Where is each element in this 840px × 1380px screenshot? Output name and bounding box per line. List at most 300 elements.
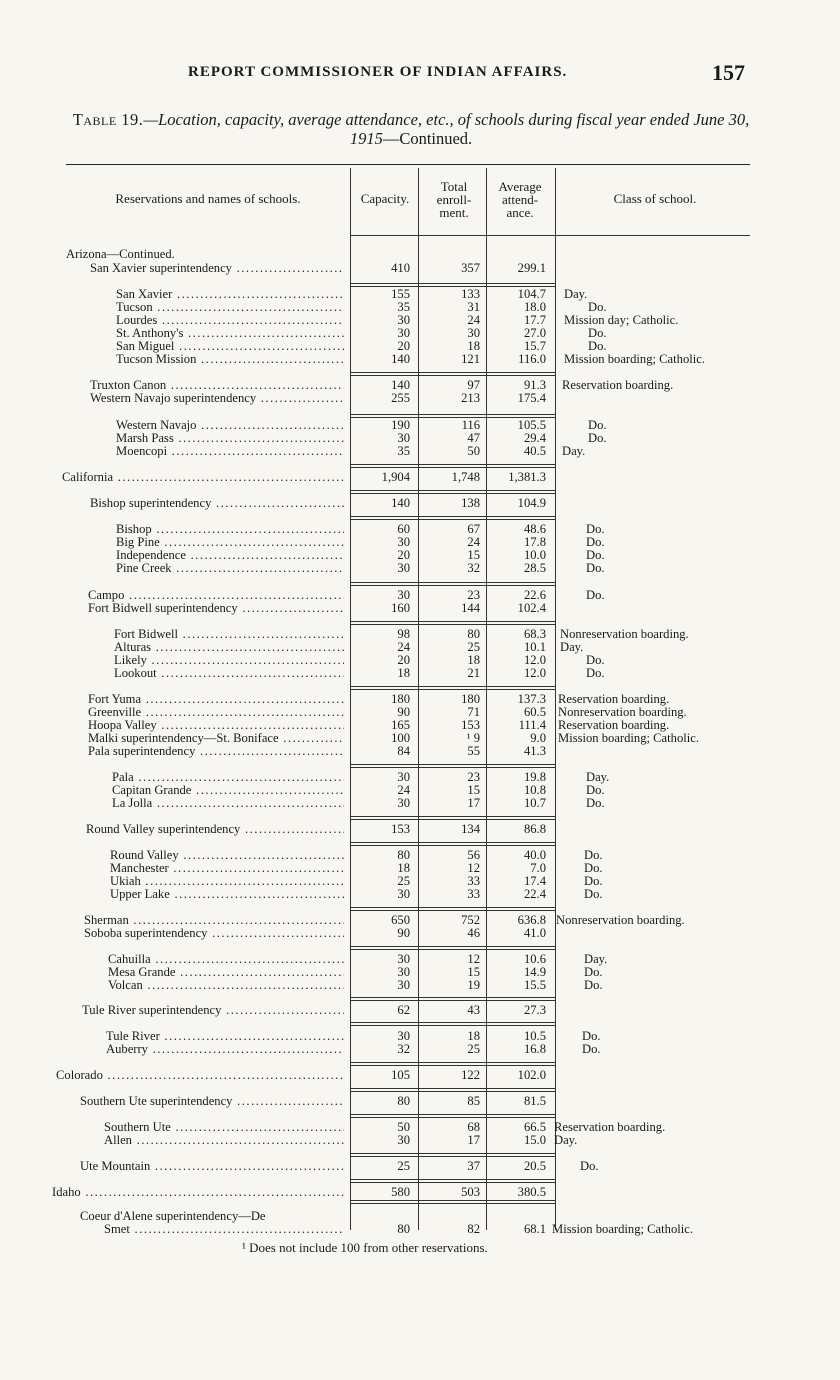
school-name: Volcan ..... <box>108 979 344 992</box>
capacity-cell: 30 <box>397 1029 410 1043</box>
attendance-cell: 15.7 <box>523 339 546 353</box>
capacity-cell: 35 <box>397 444 410 458</box>
table-row <box>0 419 840 432</box>
enrollment-cell: 67 <box>467 522 480 536</box>
group-separator <box>350 907 555 908</box>
caption-tail: —Continued. <box>382 129 473 148</box>
table-row <box>0 927 840 940</box>
attendance-cell: 137.3 <box>517 692 546 706</box>
table-row <box>0 549 840 562</box>
school-name: Bishop superintendency ..... <box>90 497 344 510</box>
capacity-cell: 180 <box>391 692 410 706</box>
capacity-cell: 20 <box>397 339 410 353</box>
class-cell: Do. <box>586 548 605 562</box>
attendance-cell: 116.0 <box>518 352 546 366</box>
school-name: St. Anthony's ..... <box>116 327 344 340</box>
table-row <box>0 314 840 327</box>
school-name: Fort Bidwell ..... <box>114 628 344 641</box>
table-row <box>0 719 840 732</box>
table-row <box>0 1095 840 1108</box>
class-cell: Do. <box>588 418 607 432</box>
group-separator <box>350 845 555 846</box>
table-row <box>0 248 840 261</box>
group-separator <box>350 689 555 690</box>
school-name: Hoopa Valley ..... <box>88 719 344 732</box>
capacity-cell: 90 <box>397 705 410 719</box>
attendance-cell: 68.1 <box>523 1222 546 1236</box>
group-separator <box>350 946 555 947</box>
table-row <box>0 1134 840 1147</box>
table-row <box>0 667 840 680</box>
table-row <box>0 849 840 862</box>
enrollment-cell: 24 <box>467 535 480 549</box>
group-separator <box>350 490 555 491</box>
school-name: Campo ..... <box>88 589 344 602</box>
class-cell: Do. <box>586 666 605 680</box>
capacity-cell: 30 <box>397 313 410 327</box>
table-row <box>0 262 840 275</box>
table-row <box>0 562 840 575</box>
attendance-cell: 12.0 <box>523 653 546 667</box>
attendance-cell: 7.0 <box>530 861 546 875</box>
capacity-cell: 30 <box>397 770 410 784</box>
enrollment-cell: 12 <box>467 861 480 875</box>
attendance-cell: 10.1 <box>523 640 546 654</box>
group-separator <box>350 467 555 468</box>
school-name: Colorado ..... <box>56 1069 344 1082</box>
attendance-cell: 41.3 <box>523 744 546 758</box>
school-name: Coeur d'Alene superintendency—De <box>80 1210 266 1223</box>
table-row <box>0 784 840 797</box>
capacity-cell: 650 <box>391 913 410 927</box>
capacity-cell: 165 <box>391 718 410 732</box>
running-head: REPORT COMMISSIONER OF INDIAN AFFAIRS. <box>188 64 568 80</box>
capacity-cell: 30 <box>397 561 410 575</box>
school-name: Ute Mountain ..... <box>80 1160 344 1173</box>
capacity-cell: 62 <box>397 1003 410 1017</box>
table-row <box>0 445 840 458</box>
group-separator <box>350 1200 555 1201</box>
class-cell: Mission boarding; Catholic. <box>564 352 705 366</box>
enrollment-cell: 133 <box>461 287 480 301</box>
attendance-cell: 104.9 <box>517 496 546 510</box>
class-cell: Reservation boarding. <box>558 692 670 706</box>
capacity-cell: 24 <box>397 783 410 797</box>
school-name: Soboba superintendency ..... <box>84 927 344 940</box>
school-name: San Miguel ..... <box>116 340 344 353</box>
enrollment-cell: 18 <box>467 653 480 667</box>
school-name: Capitan Grande ..... <box>112 784 344 797</box>
enrollment-cell: 19 <box>467 978 480 992</box>
capacity-cell: 18 <box>397 861 410 875</box>
footnote: ¹ Does not include 100 from other reservations. <box>242 1240 488 1255</box>
attendance-cell: 27.3 <box>523 1003 546 1017</box>
school-name: Upper Lake ..... <box>110 888 344 901</box>
capacity-cell: 190 <box>391 418 410 432</box>
table-row <box>0 1043 840 1056</box>
group-separator <box>350 519 555 520</box>
table-row <box>0 288 840 301</box>
school-name: Cahuilla ..... <box>108 953 344 966</box>
group-separator <box>350 582 555 583</box>
group-separator <box>350 816 555 817</box>
group-separator <box>350 1182 555 1183</box>
school-name: Pala superintendency ..... <box>88 745 344 758</box>
school-name: Big Pine ..... <box>116 536 344 549</box>
attendance-cell: 22.4 <box>523 887 546 901</box>
table-row <box>0 888 840 901</box>
group-separator <box>350 997 555 998</box>
school-name: Idaho ..... <box>52 1186 344 1199</box>
attendance-cell: 175.4 <box>517 391 546 405</box>
enrollment-cell: 357 <box>461 261 480 275</box>
table-caption <box>66 110 756 148</box>
school-name: Moencopi ..... <box>116 445 344 458</box>
class-cell: Do. <box>586 522 605 536</box>
group-separator <box>350 417 555 418</box>
enrollment-cell: 15 <box>467 965 480 979</box>
capacity-cell: 20 <box>397 653 410 667</box>
school-name: Pala ..... <box>112 771 344 784</box>
table-row <box>0 301 840 314</box>
capacity-cell: 25 <box>397 1159 410 1173</box>
attendance-cell: 299.1 <box>517 261 546 275</box>
school-name: Malki superintendency—St. Boniface ..... <box>88 732 344 745</box>
capacity-cell: 80 <box>397 848 410 862</box>
attendance-cell: 636.8 <box>517 913 546 927</box>
attendance-cell: 105.5 <box>517 418 546 432</box>
school-name: Tule River superintendency ..... <box>82 1004 344 1017</box>
capacity-cell: 580 <box>391 1185 410 1199</box>
attendance-cell: 48.6 <box>523 522 546 536</box>
enrollment-cell: 121 <box>461 352 480 366</box>
group-separator <box>350 372 555 373</box>
class-cell: Nonreservation boarding. <box>556 913 685 927</box>
school-name: Tucson Mission ..... <box>116 353 344 366</box>
school-name: Round Valley superintendency ..... <box>86 823 344 836</box>
enrollment-cell: 144 <box>461 601 480 615</box>
group-separator <box>350 414 555 415</box>
school-name: Southern Ute ..... <box>104 1121 344 1134</box>
page-number: 157 <box>712 60 745 85</box>
group-separator <box>350 910 555 911</box>
table-row <box>0 1030 840 1043</box>
capacity-cell: 80 <box>397 1222 410 1236</box>
class-cell: Do. <box>584 965 603 979</box>
school-name: Mesa Grande ..... <box>108 966 344 979</box>
school-name: Bishop ..... <box>116 523 344 536</box>
enrollment-cell: 23 <box>467 770 480 784</box>
group-separator <box>350 1025 555 1026</box>
class-cell: Reservation boarding. <box>562 378 674 392</box>
attendance-cell: 17.8 <box>523 535 546 549</box>
table-row <box>0 771 840 784</box>
capacity-cell: 30 <box>397 978 410 992</box>
table-row <box>0 732 840 745</box>
enrollment-cell: 17 <box>467 796 480 810</box>
school-name: Marsh Pass ..... <box>116 432 344 445</box>
school-name: Round Valley ..... <box>110 849 344 862</box>
attendance-cell: 10.8 <box>523 783 546 797</box>
class-cell: Nonreservation boarding. <box>558 705 687 719</box>
attendance-cell: 91.3 <box>523 378 546 392</box>
table-row <box>0 1186 840 1199</box>
table-row <box>0 823 840 836</box>
attendance-cell: 40.0 <box>523 848 546 862</box>
enrollment-cell: 82 <box>467 1222 480 1236</box>
enrollment-cell: 134 <box>461 822 480 836</box>
group-separator <box>350 1114 555 1115</box>
capacity-cell: 32 <box>397 1042 410 1056</box>
table-row <box>0 1160 840 1173</box>
table-row <box>0 862 840 875</box>
table-row <box>0 979 840 992</box>
table-row <box>0 797 840 810</box>
attendance-cell: 81.5 <box>523 1094 546 1108</box>
class-cell: Do. <box>586 653 605 667</box>
capacity-cell: 255 <box>391 391 410 405</box>
enrollment-cell: 46 <box>467 926 480 940</box>
enrollment-cell: 180 <box>461 692 480 706</box>
group-separator <box>350 767 555 768</box>
table-row <box>0 953 840 966</box>
class-cell: Do. <box>588 300 607 314</box>
class-cell: Reservation boarding. <box>558 718 670 732</box>
attendance-cell: 15.5 <box>523 978 546 992</box>
capacity-cell: 100 <box>391 731 410 745</box>
group-separator <box>350 1062 555 1063</box>
group-separator <box>350 686 555 687</box>
class-cell: Do. <box>588 326 607 340</box>
table-row <box>0 1223 840 1236</box>
capacity-cell: 30 <box>397 431 410 445</box>
capacity-cell: 30 <box>397 887 410 901</box>
enrollment-cell: 116 <box>461 418 480 432</box>
group-separator <box>350 1022 555 1023</box>
table-row <box>0 1210 840 1223</box>
enrollment-cell: 71 <box>467 705 480 719</box>
class-cell: Do. <box>586 588 605 602</box>
table-row <box>0 1004 840 1017</box>
enrollment-cell: 50 <box>467 444 480 458</box>
table-row <box>0 536 840 549</box>
attendance-cell: 10.6 <box>523 952 546 966</box>
capacity-cell: 98 <box>397 627 410 641</box>
attendance-cell: 102.0 <box>517 1068 546 1082</box>
attendance-cell: 86.8 <box>523 822 546 836</box>
attendance-cell: 12.0 <box>523 666 546 680</box>
table-row <box>0 497 840 510</box>
enrollment-cell: 153 <box>461 718 480 732</box>
class-cell: Do. <box>584 861 603 875</box>
capacity-cell: 90 <box>397 926 410 940</box>
enrollment-cell: 47 <box>467 431 480 445</box>
attendance-cell: 40.5 <box>523 444 546 458</box>
attendance-cell: 19.8 <box>523 770 546 784</box>
attendance-cell: 102.4 <box>517 601 546 615</box>
table-row <box>0 432 840 445</box>
table-row <box>0 523 840 536</box>
capacity-cell: 1,904 <box>381 470 410 484</box>
school-name: California ..... <box>62 471 344 484</box>
enrollment-cell: 56 <box>467 848 480 862</box>
enrollment-cell: 23 <box>467 588 480 602</box>
attendance-cell: 380.5 <box>517 1185 546 1199</box>
attendance-cell: 16.8 <box>523 1042 546 1056</box>
attendance-cell: 22.6 <box>523 588 546 602</box>
class-cell: Reservation boarding. <box>554 1120 666 1134</box>
enrollment-cell: 18 <box>467 1029 480 1043</box>
enrollment-cell: ¹ 9 <box>466 731 480 745</box>
group-separator <box>350 516 555 517</box>
enrollment-cell: 32 <box>467 561 480 575</box>
table-row <box>0 392 840 405</box>
school-name: Lourdes ..... <box>116 314 344 327</box>
attendance-cell: 17.7 <box>523 313 546 327</box>
group-separator <box>350 1088 555 1089</box>
school-name: Auberry ..... <box>106 1043 344 1056</box>
class-cell: Do. <box>582 1042 601 1056</box>
group-separator <box>350 464 555 465</box>
table-row <box>0 327 840 340</box>
enrollment-cell: 138 <box>461 496 480 510</box>
group-separator <box>350 1179 555 1180</box>
class-cell: Day. <box>562 444 586 458</box>
capacity-cell: 140 <box>391 496 410 510</box>
group-separator <box>350 621 555 622</box>
school-name: Allen ..... <box>104 1134 344 1147</box>
attendance-cell: 10.7 <box>523 796 546 810</box>
enrollment-cell: 31 <box>467 300 480 314</box>
attendance-cell: 66.5 <box>523 1120 546 1134</box>
school-name: San Xavier ..... <box>116 288 344 301</box>
enrollment-cell: 55 <box>467 744 480 758</box>
school-name: Fort Yuma ..... <box>88 693 344 706</box>
class-cell: Day. <box>560 640 584 654</box>
enrollment-cell: 15 <box>467 548 480 562</box>
header-attendance: Average attend- ance. <box>498 179 542 220</box>
attendance-cell: 1,381.3 <box>508 470 546 484</box>
table-row <box>0 1069 840 1082</box>
school-name: La Jolla ..... <box>112 797 344 810</box>
enrollment-cell: 122 <box>461 1068 480 1082</box>
group-separator <box>350 286 555 287</box>
school-name: Lookout ..... <box>114 667 344 680</box>
attendance-cell: 41.0 <box>523 926 546 940</box>
school-name: Likely ..... <box>114 654 344 667</box>
enrollment-cell: 33 <box>467 874 480 888</box>
header-bottom-rule <box>350 235 750 236</box>
capacity-cell: 30 <box>397 588 410 602</box>
class-cell: Do. <box>584 887 603 901</box>
class-cell: Do. <box>588 339 607 353</box>
attendance-cell: 27.0 <box>523 326 546 340</box>
attendance-cell: 104.7 <box>517 287 546 301</box>
class-cell: Nonreservation boarding. <box>560 627 689 641</box>
enrollment-cell: 37 <box>467 1159 480 1173</box>
capacity-cell: 20 <box>397 548 410 562</box>
school-name: Arizona—Continued. <box>66 248 175 261</box>
attendance-cell: 60.5 <box>523 705 546 719</box>
group-separator <box>350 1065 555 1066</box>
capacity-cell: 153 <box>391 822 410 836</box>
capacity-cell: 25 <box>397 874 410 888</box>
enrollment-cell: 30 <box>467 326 480 340</box>
class-cell: Mission day; Catholic. <box>564 313 679 327</box>
class-cell: Mission boarding; Catholic. <box>558 731 699 745</box>
school-name: Truxton Canon ..... <box>90 379 344 392</box>
enrollment-cell: 18 <box>467 339 480 353</box>
school-name: Alturas ..... <box>114 641 344 654</box>
class-cell: Do. <box>580 1159 599 1173</box>
header-capacity: Capacity. <box>360 191 410 206</box>
attendance-cell: 9.0 <box>530 731 546 745</box>
enrollment-cell: 25 <box>467 640 480 654</box>
school-name: Greenville ..... <box>88 706 344 719</box>
group-separator <box>350 842 555 843</box>
table-row <box>0 641 840 654</box>
enrollment-cell: 1,748 <box>451 470 480 484</box>
group-separator <box>350 1091 555 1092</box>
class-cell: Do. <box>586 796 605 810</box>
capacity-cell: 30 <box>397 326 410 340</box>
table-row <box>0 589 840 602</box>
attendance-cell: 29.4 <box>523 431 546 445</box>
capacity-cell: 105 <box>391 1068 410 1082</box>
top-rule <box>66 164 750 165</box>
class-cell: Day. <box>564 287 588 301</box>
group-separator <box>350 1153 555 1154</box>
attendance-cell: 20.5 <box>523 1159 546 1173</box>
attendance-cell: 15.0 <box>523 1133 546 1147</box>
capacity-cell: 410 <box>391 261 410 275</box>
group-separator <box>350 819 555 820</box>
school-name: Western Navajo superintendency ..... <box>90 392 344 405</box>
table-row <box>0 654 840 667</box>
school-name: Fort Bidwell superintendency ..... <box>88 602 344 615</box>
table-row <box>0 471 840 484</box>
group-separator <box>350 585 555 586</box>
header-class: Class of school. <box>613 191 697 206</box>
capacity-cell: 24 <box>397 640 410 654</box>
attendance-cell: 14.9 <box>523 965 546 979</box>
attendance-cell: 28.5 <box>523 561 546 575</box>
enrollment-cell: 25 <box>467 1042 480 1056</box>
attendance-cell: 111.4 <box>518 718 546 732</box>
school-name: San Xavier superintendency ..... <box>90 262 344 275</box>
capacity-cell: 18 <box>397 666 410 680</box>
capacity-cell: 35 <box>397 300 410 314</box>
group-separator <box>350 1203 555 1204</box>
enrollment-cell: 97 <box>467 378 480 392</box>
class-cell: Do. <box>588 431 607 445</box>
enrollment-cell: 33 <box>467 887 480 901</box>
enrollment-cell: 503 <box>461 1185 480 1199</box>
class-cell: Do. <box>584 978 603 992</box>
class-cell: Mission boarding; Catholic. <box>552 1222 693 1236</box>
group-separator <box>350 764 555 765</box>
caption-lead: Table 19. <box>72 110 144 129</box>
capacity-cell: 30 <box>397 535 410 549</box>
enrollment-cell: 80 <box>467 627 480 641</box>
table-row <box>0 706 840 719</box>
header-enrollment: Total enroll- ment. <box>436 179 472 220</box>
table-row <box>0 379 840 392</box>
table-row <box>0 875 840 888</box>
class-cell: Day. <box>554 1133 578 1147</box>
capacity-cell: 140 <box>391 378 410 392</box>
header-name: Reservations and names of schools. <box>115 191 301 206</box>
